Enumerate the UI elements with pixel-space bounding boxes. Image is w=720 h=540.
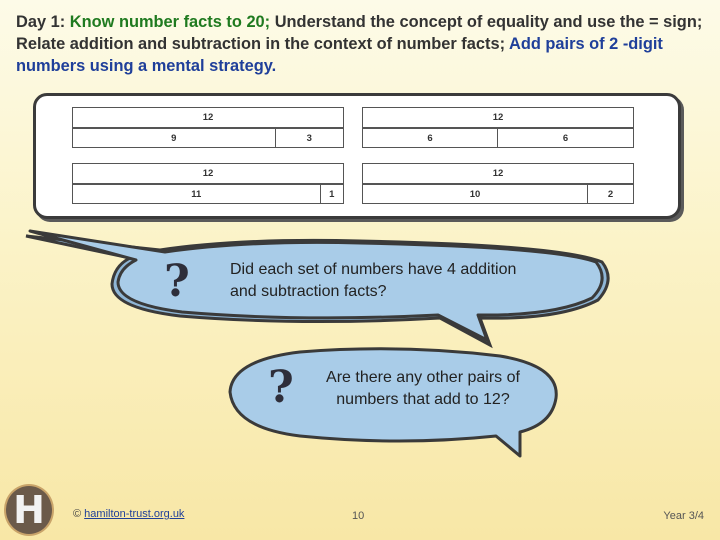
logo-letter: H xyxy=(13,488,45,532)
title-colon: : xyxy=(59,13,66,31)
copyright xyxy=(73,508,184,520)
bar-part-value: 11 xyxy=(191,188,202,200)
bar-part-value: 6 xyxy=(427,132,433,144)
day-label: Day 1 xyxy=(16,13,60,31)
bar-part-value: 9 xyxy=(171,132,177,144)
question-mark-icon: ? xyxy=(268,362,294,413)
year-label: Year 3/4 xyxy=(663,510,704,522)
bar-part-value: 3 xyxy=(306,132,312,144)
hamilton-logo xyxy=(4,484,54,536)
page-number: 10 xyxy=(352,510,365,522)
objective-2: Understand the concept of equality and use the = sign; Relate addition and subtraction in the context of number facts; xyxy=(16,13,703,53)
hamilton-trust-link[interactable]: hamilton-trust.org.uk xyxy=(84,508,185,520)
bar-part-value: 6 xyxy=(562,132,569,144)
bar-whole-value: 12 xyxy=(492,112,504,123)
bar-whole-value: 12 xyxy=(202,112,214,123)
copyright-symbol: © xyxy=(73,508,82,520)
bar-whole-value: 12 xyxy=(202,168,214,179)
bar-part-value: 1 xyxy=(329,188,335,200)
bar-part-value: 10 xyxy=(469,188,481,200)
bar-part-value: 2 xyxy=(607,188,614,200)
bubble-question-2: Are there any other pairs of numbers that add to 12? xyxy=(326,369,520,408)
objective-3: Add pairs of 2 -digit numbers using a mental strategy. xyxy=(16,35,663,75)
objective-1: Know number facts to 20; xyxy=(69,13,271,31)
bubble-question-1: Did each set of numbers have 4 addition and subtraction facts? xyxy=(230,261,517,300)
question-mark-icon: ? xyxy=(164,256,190,307)
bar-whole-value: 12 xyxy=(492,168,504,179)
